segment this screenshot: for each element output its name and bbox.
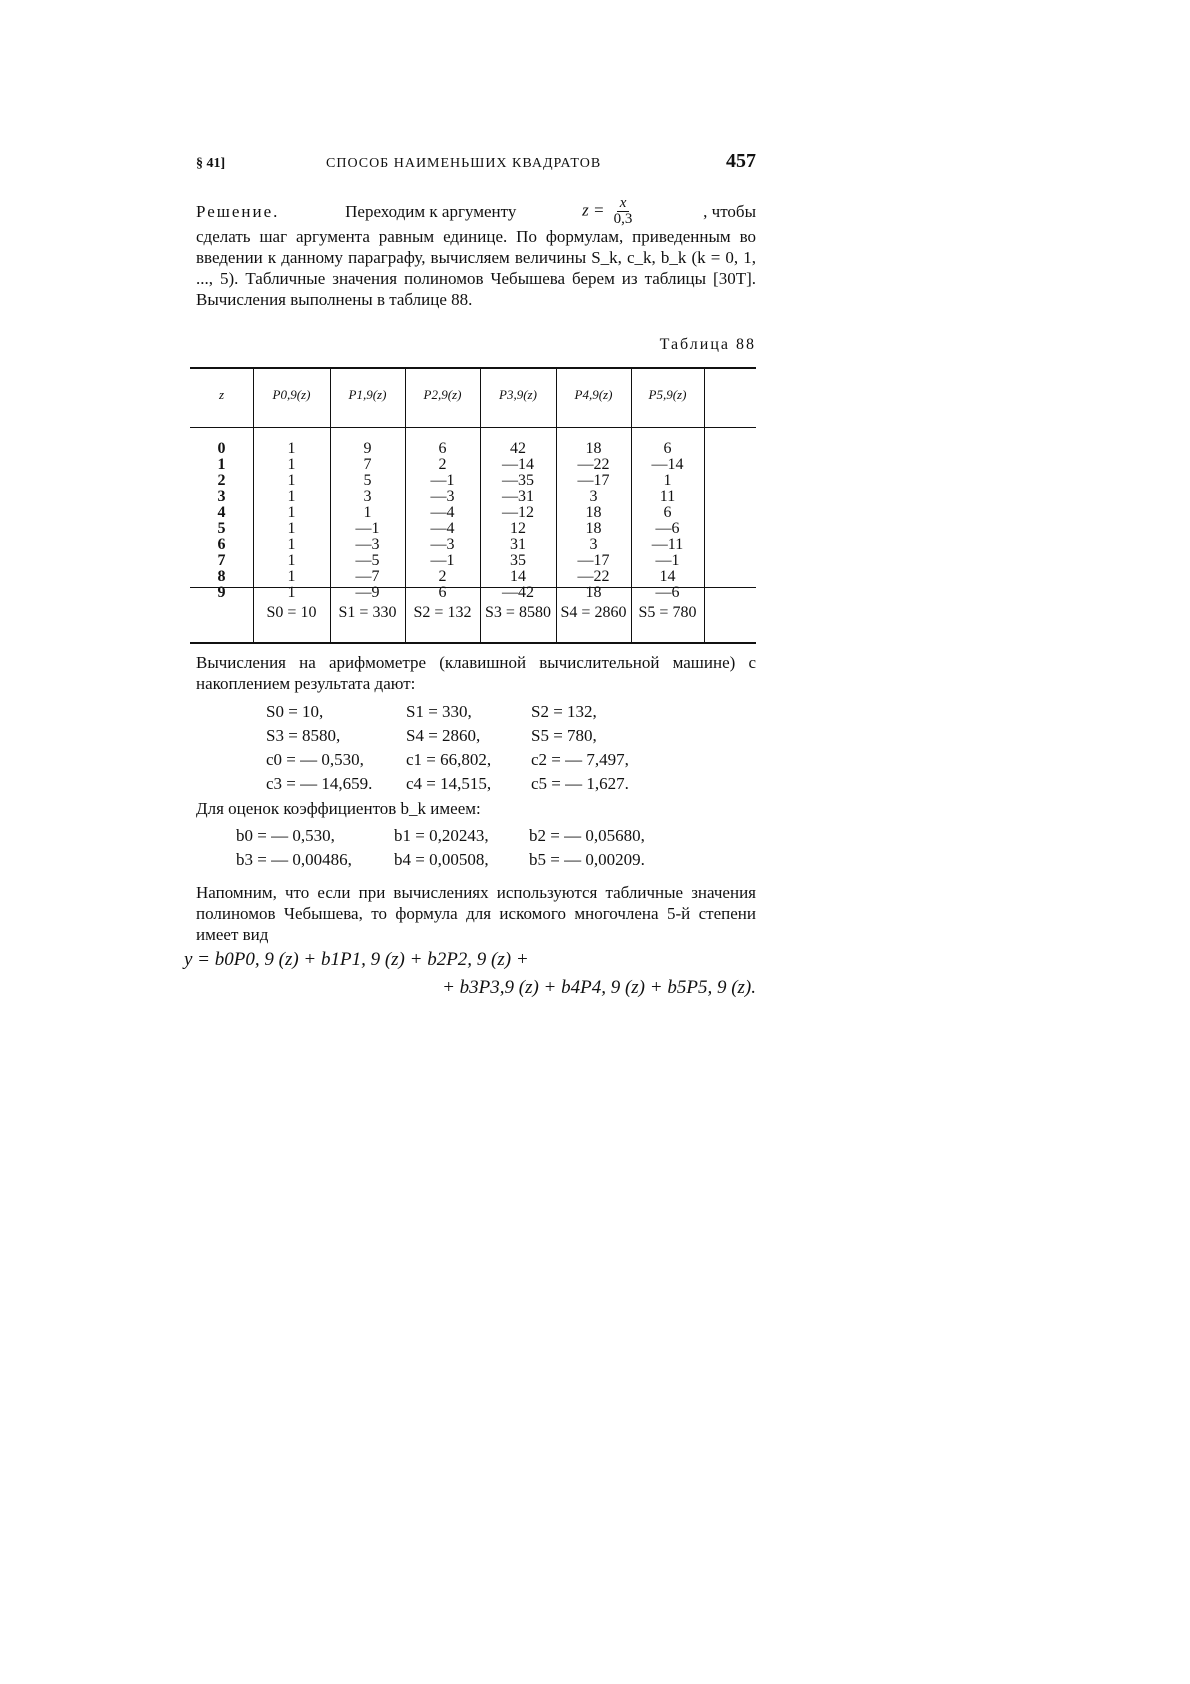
estimate-cell: b1 = 0,20243, bbox=[394, 826, 489, 845]
solution-line1-b: , чтобы bbox=[703, 201, 756, 221]
estimate-cell: b4 = 0,00508, bbox=[394, 850, 489, 869]
p4-column bbox=[556, 441, 631, 601]
solution-rest: сделать шаг аргумента равным единице. По формулам, приведенным во введении к данному параграфу, вычисляем величины S_k, c_k, b_k (k = 0, 1, ..., 5). Табличные значения полиномов Чебышева берем из таблицы [30T]. Вычисления выполнены в таблице 88. bbox=[196, 227, 756, 309]
section-number: § 41] bbox=[196, 156, 226, 171]
table-cell: —5 bbox=[355, 552, 380, 569]
formula-line-1: y = b0P0, 9 (z) + b1P1, 9 (z) + b2P2, 9 (z) + bbox=[184, 949, 529, 970]
fraction bbox=[611, 196, 636, 227]
calc-cell: S4 = 2860, bbox=[406, 726, 481, 745]
header-p1: P1,9(z) bbox=[348, 387, 387, 402]
header-p2: P2,9(z) bbox=[423, 387, 462, 402]
table-cell: 1 bbox=[287, 504, 296, 521]
z-value: 6 bbox=[217, 536, 226, 553]
table-cell: —1 bbox=[655, 552, 680, 569]
estimate-cell: b3 = — 0,00486, bbox=[236, 850, 352, 869]
table-cell: 6 bbox=[438, 584, 447, 601]
table-cell: 2 bbox=[438, 456, 447, 473]
table-cell: —35 bbox=[502, 472, 534, 489]
table-cell: —6 bbox=[655, 520, 680, 537]
sum-s4: S4 = 2860 bbox=[560, 604, 627, 621]
table-cell: 11 bbox=[659, 488, 676, 505]
solution-word: Решение. bbox=[196, 201, 280, 221]
calc-row bbox=[266, 748, 671, 772]
table-cell: 1 bbox=[287, 552, 296, 569]
table-cell: 3 bbox=[363, 488, 372, 505]
table-cell: —14 bbox=[502, 456, 534, 473]
running-title: СПОСОБ НАИМЕНЬШИХ КВАДРАТОВ bbox=[326, 156, 602, 171]
fraction-denominator: 0,3 bbox=[613, 210, 633, 227]
table-cell: 9 bbox=[363, 440, 372, 457]
fraction-numerator: x bbox=[617, 196, 630, 212]
calc-cell: S5 = 780, bbox=[531, 726, 597, 745]
header-p5: P5,9(z) bbox=[648, 387, 687, 402]
header-z: z bbox=[218, 387, 225, 402]
sum-s5: S5 = 780 bbox=[638, 604, 697, 621]
page-header bbox=[196, 150, 756, 176]
calc-cell: c0 = — 0,530, bbox=[266, 750, 364, 769]
table-cell: 18 bbox=[585, 584, 602, 601]
solution-first-line bbox=[196, 196, 756, 226]
table-cell: 6 bbox=[663, 440, 672, 457]
table-cell: 6 bbox=[663, 504, 672, 521]
table-caption: Таблица 88 bbox=[659, 336, 756, 353]
table-cell: —22 bbox=[577, 456, 610, 473]
z-value: 8 bbox=[217, 568, 226, 585]
header-p0: P0,9(z) bbox=[272, 387, 311, 402]
calc-results bbox=[266, 700, 671, 796]
table-cell: —3 bbox=[430, 536, 455, 553]
table-cell: 14 bbox=[510, 568, 526, 585]
table-cell: 12 bbox=[510, 520, 526, 537]
estimate-cell: b0 = — 0,530, bbox=[236, 826, 335, 845]
p0-column bbox=[253, 441, 330, 601]
header-p4: P4,9(z) bbox=[574, 387, 613, 402]
table-cell: —1 bbox=[430, 552, 455, 569]
table-cell: —4 bbox=[430, 520, 455, 537]
z-value: 3 bbox=[217, 488, 226, 505]
z-value: 4 bbox=[217, 504, 226, 521]
p3-column bbox=[480, 441, 556, 601]
calc-cell: c2 = — 7,497, bbox=[531, 750, 629, 769]
z-column bbox=[190, 441, 253, 601]
col-divider bbox=[704, 369, 705, 642]
estimate-results bbox=[236, 824, 699, 872]
z-value: 9 bbox=[217, 584, 226, 601]
estimates-paragraph: Для оценок коэффициентов b_k имеем: bbox=[196, 799, 481, 818]
table-cell: 3 bbox=[589, 488, 598, 505]
z-equals: z = bbox=[582, 199, 605, 219]
table-cell: 6 bbox=[438, 440, 447, 457]
table-cell: —1 bbox=[430, 472, 455, 489]
calc-cell: S0 = 10, bbox=[266, 702, 324, 721]
solution-paragraph bbox=[196, 196, 756, 310]
estimate-row bbox=[236, 824, 699, 848]
table-cell: —22 bbox=[577, 568, 610, 585]
table-cell: —11 bbox=[651, 536, 684, 553]
table-cell: —3 bbox=[355, 536, 380, 553]
p1-column bbox=[330, 441, 405, 601]
table-cell: 1 bbox=[663, 472, 672, 489]
table-cell: 18 bbox=[585, 520, 602, 537]
solution-line1-a: Переходим к аргументу bbox=[345, 201, 517, 221]
table-cell: 2 bbox=[438, 568, 447, 585]
table-cell: 31 bbox=[510, 536, 526, 553]
sum-s2: S2 = 132 bbox=[413, 604, 472, 621]
estimate-row bbox=[236, 848, 699, 872]
table-cell: 35 bbox=[510, 552, 526, 569]
page-number: 457 bbox=[726, 150, 756, 172]
table-cell: 1 bbox=[363, 504, 372, 521]
calc-cell: c1 = 66,802, bbox=[406, 750, 492, 769]
sum-s0: S0 = 10 bbox=[266, 604, 317, 621]
z-value: 2 bbox=[217, 472, 226, 489]
estimate-cell: b5 = — 0,00209. bbox=[529, 850, 645, 869]
table-cell: —31 bbox=[502, 488, 534, 505]
table-cell: 5 bbox=[363, 472, 372, 489]
calc-paragraph: Вычисления на арифмометре (клавишной вычислительной машине) с накоплением результата дают: bbox=[196, 653, 756, 693]
calc-cell: S2 = 132, bbox=[531, 702, 597, 721]
calc-cell: c3 = — 14,659. bbox=[266, 774, 373, 793]
formula-line-2: + b3P3,9 (z) + b4P4, 9 (z) + b5P5, 9 (z). bbox=[442, 977, 756, 998]
calc-row bbox=[266, 724, 671, 748]
z-value: 1 bbox=[217, 456, 226, 473]
table-cell: 1 bbox=[287, 568, 296, 585]
calc-row bbox=[266, 700, 671, 724]
calc-cell: S1 = 330, bbox=[406, 702, 472, 721]
table-cell: 1 bbox=[287, 520, 296, 537]
z-value: 7 bbox=[217, 552, 226, 569]
table-cell: 14 bbox=[659, 568, 676, 585]
table-cell: 42 bbox=[510, 440, 526, 457]
table-cell: —7 bbox=[355, 568, 380, 585]
table-cell: —9 bbox=[355, 584, 380, 601]
table-cell: 18 bbox=[585, 440, 602, 457]
sum-s1: S1 = 330 bbox=[338, 604, 397, 621]
table-cell: 1 bbox=[287, 584, 296, 601]
z-value: 0 bbox=[217, 440, 226, 457]
table-cell: —3 bbox=[430, 488, 455, 505]
table-cell: —17 bbox=[577, 472, 610, 489]
chebyshev-table bbox=[190, 367, 756, 644]
table-cell: 7 bbox=[363, 456, 372, 473]
p5-column bbox=[631, 441, 704, 601]
table-cell: —14 bbox=[651, 456, 684, 473]
sum-s3: S3 = 8580 bbox=[485, 604, 551, 621]
table-cell: —4 bbox=[430, 504, 455, 521]
table-cell: —12 bbox=[502, 504, 534, 521]
table-cell: 1 bbox=[287, 536, 296, 553]
calc-cell: S3 = 8580, bbox=[266, 726, 341, 745]
z-value: 5 bbox=[217, 520, 226, 537]
estimate-cell: b2 = — 0,05680, bbox=[529, 826, 645, 845]
calc-cell: c5 = — 1,627. bbox=[531, 774, 629, 793]
table-cell: 1 bbox=[287, 488, 296, 505]
argument-formula bbox=[582, 196, 637, 227]
header-p3: P3,9(z) bbox=[499, 387, 537, 402]
table-cell: 1 bbox=[287, 472, 296, 489]
reminder-paragraph: Напомним, что если при вычислениях используются табличные значения полиномов Чебышева, то формула для искомого многочлена 5-й степени имеет вид bbox=[196, 883, 756, 944]
table-cell: —1 bbox=[355, 520, 380, 537]
table-cell: 1 bbox=[287, 440, 296, 457]
table-cell: 1 bbox=[287, 456, 296, 473]
table-cell: —17 bbox=[577, 552, 610, 569]
p2-column bbox=[405, 441, 480, 601]
calc-cell: c4 = 14,515, bbox=[406, 774, 492, 793]
calc-row bbox=[266, 772, 671, 796]
table-cell: 18 bbox=[585, 504, 602, 521]
table-cell: —42 bbox=[502, 584, 534, 601]
header-rule bbox=[190, 427, 756, 428]
table-cell: —6 bbox=[655, 584, 680, 601]
table-cell: 3 bbox=[589, 536, 598, 553]
